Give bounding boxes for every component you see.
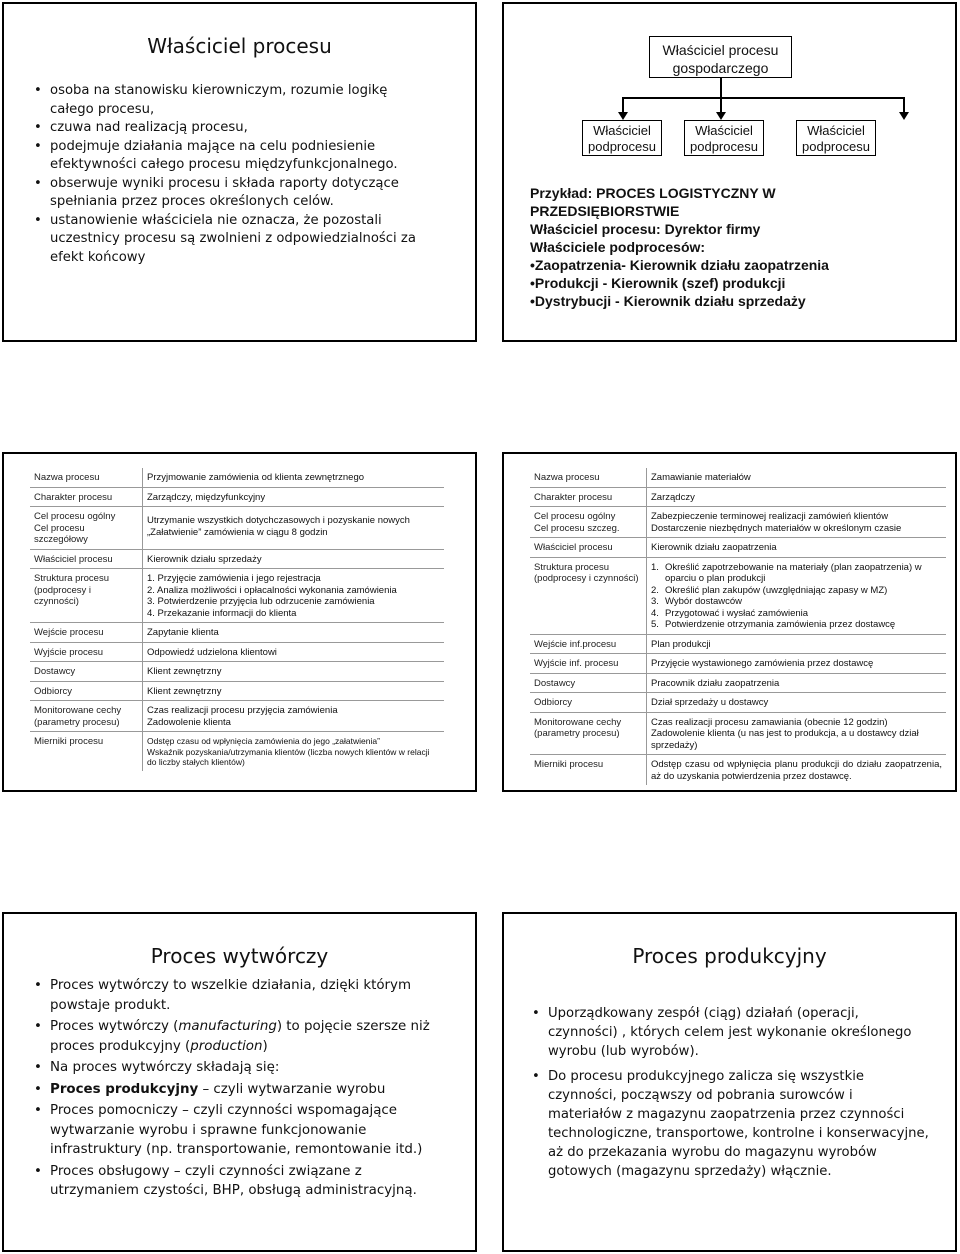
row-value: Zarządczy, międzyfunkcyjny — [143, 487, 445, 507]
row-label: Monitorowane cechy (parametry procesu) — [530, 712, 647, 755]
table-row — [530, 755, 946, 786]
list-item: 3. Potwierdzenie przyjęcia lub odrzucenie zamówienia — [147, 596, 375, 607]
table-row — [530, 654, 946, 674]
label-line: Cel procesu szczeg. — [534, 522, 620, 534]
bullet-item: • obserwuje wyniki procesu i składa raporty dotyczące spełniania przez proces określonych celów. — [32, 175, 432, 212]
table-row — [530, 468, 946, 487]
row-label: Nazwa procesu — [34, 472, 100, 483]
value-line: Odstęp czasu od wpłynięcia zamówienia do jego „załatwienia” — [147, 736, 380, 746]
sub-owner-box — [684, 120, 764, 156]
bullet-item: • Uporządkowany zespół (ciąg) działań (operacji, czynności) , których celem jest wykonanie określonego wyrobu (lub wyrobów). — [530, 1004, 930, 1061]
bullet-item: • podejmuje działania mające na celu podniesienie efektywności całego procesu międzyfunkcjonalnego. — [32, 138, 432, 175]
connector-line — [622, 97, 904, 99]
item-number: 2. — [651, 584, 659, 596]
text-fragment: manufacturing — [178, 1019, 277, 1034]
table-row — [530, 693, 946, 713]
list-item: 4. Przekazanie informacji do klienta — [147, 607, 297, 619]
table-row — [30, 487, 444, 507]
table-row — [530, 712, 946, 755]
process-card-table — [530, 468, 946, 785]
structure-list — [651, 562, 942, 631]
row-value — [143, 569, 445, 623]
arrow-icon — [716, 112, 726, 120]
bullet-item: • Proces pomocniczy – czyli czynności wspomagające wytwarzanie wyrobu i sprawne funkcjonowanie infrastruktury (np. transportowanie, remontowanie itd.) — [32, 1101, 442, 1160]
slide-production-process — [502, 912, 957, 1252]
row-value — [647, 557, 947, 634]
row-value: Klient zewnętrzny — [143, 662, 445, 682]
row-value: Kierownik działu sprzedaży — [143, 549, 445, 569]
value-line: Wskaźnik pozyskania/utrzymania klientów (liczba nowych klientów w relacji do liczby stałych klientów) — [147, 746, 430, 767]
row-label: Mierniki procesu — [30, 732, 143, 771]
list-item: 1. Przyjęcie zamówienia i jego rejestracja — [147, 573, 321, 584]
table-row — [30, 681, 444, 701]
row-label: Charakter procesu — [30, 487, 143, 507]
example-line: •Zaopatrzenia- Kierownik działu zaopatrzenia — [530, 257, 829, 273]
slide-process-owner — [2, 2, 477, 342]
text-fragment: production — [190, 1038, 263, 1054]
bullet-list — [32, 82, 432, 267]
example-line: •Produkcji - Kierownik (szef) produkcji — [530, 275, 786, 291]
row-label: Właściciel procesu — [30, 549, 143, 569]
row-value: Przyjęcie wystawionego zamówienia przez dostawcę — [647, 654, 947, 674]
table-row — [30, 549, 444, 569]
slide-manufacturing-process — [2, 912, 477, 1252]
bullet-list — [530, 1004, 930, 1181]
item-number: 1. — [651, 561, 659, 573]
box-line: Właściciel procesu — [662, 42, 779, 58]
table-row — [530, 557, 946, 634]
example-line: PRZEDSIĘBIORSTWIE — [530, 203, 680, 219]
example-line: Właściciel procesu: Dyrektor firmy — [530, 221, 761, 237]
item-number: 3. — [651, 596, 659, 607]
row-label: Monitorowane cechy (parametry procesu) — [30, 701, 143, 732]
row-label: Wyjście inf. procesu — [530, 654, 647, 674]
bullet-item: • Na proces wytwórczy składają się: — [32, 1058, 442, 1078]
label-line: szczegółowy — [34, 534, 88, 545]
table-row — [530, 538, 946, 558]
row-value: Przyjmowanie zamówienia od klienta zewnętrznego — [143, 468, 445, 487]
example-line: Właściciele podprocesów: — [530, 239, 706, 255]
table-row — [530, 634, 946, 654]
row-value — [143, 732, 445, 771]
value-line: Zadowolenie klienta — [147, 716, 231, 728]
example-text — [530, 184, 945, 310]
row-value: Plan produkcji — [647, 634, 947, 654]
bullet-list — [32, 976, 442, 1201]
row-value: Odstęp czasu od wpłynięcia planu produkcji do działu zaopatrzenia, aż do uzyskania potwierdzenia przez dostawcę. — [647, 755, 947, 786]
item-number: 5. — [651, 619, 659, 630]
bullet-item: • Do procesu produkcyjnego zalicza się wszystkie czynności, począwszy od pobrania surowców i materiałów z magazynu zaopatrzenia przez czynności technologiczne, transportowe, kontrolne i konserwacyjne, aż do przekazania wyrobu do magazynu wyrobów gotowych (magazynu sprzedaży) włącznie. — [530, 1067, 930, 1181]
list-item: 2. Analiza możliwości i opłacalności wykonania zamówienia — [147, 584, 397, 596]
box-line: Właściciel — [807, 123, 865, 138]
box-line: Właściciel — [593, 123, 651, 138]
item-text: Potwierdzenie otrzymania zamówienia przez dostawcę — [665, 619, 896, 630]
value-line: Dostarczenie niezbędnych materiałów w określonym czasie — [651, 522, 902, 534]
row-value — [647, 507, 947, 538]
bullet-item — [32, 1017, 442, 1056]
row-label: Struktura procesu (podprocesy i czynności) — [30, 569, 143, 623]
row-label: Wejście inf.procesu — [530, 634, 647, 654]
list-item — [651, 619, 942, 631]
process-card-table — [30, 468, 444, 771]
row-label: Dostawcy — [30, 662, 143, 682]
row-label: Odbiorcy — [30, 681, 143, 701]
slide-owner-diagram — [502, 2, 957, 342]
table-row — [30, 623, 444, 643]
row-label: Dostawcy — [530, 673, 647, 693]
row-value: Kierownik działu zaopatrzenia — [647, 538, 947, 558]
table-row — [30, 507, 444, 550]
row-label: Struktura procesu (podprocesy i czynności) — [530, 557, 647, 634]
text-fragment: Proces wytwórczy ( — [50, 1019, 179, 1034]
table-row — [530, 487, 946, 507]
label-line: Cel procesu — [34, 522, 85, 534]
text-fragment: ) to pojęcie szersze niż proces produkcyjny ( — [50, 1019, 430, 1054]
example-line: Przykład: PROCES LOGISTYCZNY W — [530, 185, 776, 201]
list-item — [651, 596, 942, 608]
row-value: Dział sprzedaży u dostawcy — [647, 693, 947, 713]
box-line: podprocesu — [690, 139, 758, 154]
slide-title: Proces produkcyjny — [632, 944, 827, 968]
row-label: Wyjście procesu — [30, 642, 143, 662]
row-label: Nazwa procesu — [534, 472, 600, 483]
bullet-item: • osoba na stanowisku kierowniczym, rozumie logikę całego procesu, — [32, 82, 432, 119]
table-row — [30, 569, 444, 623]
table-row — [530, 507, 946, 538]
item-text: Określić plan zakupów (uwzględniając zapasy w MZ) — [665, 584, 888, 596]
list-item — [651, 585, 942, 597]
slide-process-card-2 — [502, 452, 957, 792]
top-owner-box — [649, 36, 792, 78]
list-item — [651, 608, 942, 620]
item-text: Określić zapotrzebowanie na materiały (plan zaopatrzenia) w oparciu o plan produkcji — [665, 561, 922, 584]
bullet-item: • Proces obsługowy – czyli czynności związane z utrzymaniem czystości, BHP, obsługą administracyjną. — [32, 1162, 442, 1201]
row-value: Zamawianie materiałów — [647, 468, 947, 487]
row-value — [647, 712, 947, 755]
text-fragment: ) — [262, 1038, 268, 1054]
row-value — [143, 701, 445, 732]
slide-process-card-1 — [2, 452, 477, 792]
value-line: Zabezpieczenie terminowej realizacji zamówień klientów — [651, 511, 889, 522]
arrow-icon — [618, 112, 628, 120]
row-value: Zapytanie klienta — [143, 623, 445, 643]
row-label — [30, 507, 143, 550]
table-row — [30, 642, 444, 662]
label-line: Cel procesu ogólny — [534, 511, 616, 522]
item-text: Przygotować i wysłać zamówienia — [665, 607, 809, 619]
table-row — [30, 468, 444, 487]
box-line: podprocesu — [588, 139, 656, 154]
table-row — [30, 732, 444, 771]
table-row — [30, 701, 444, 732]
item-number: 4. — [651, 607, 659, 619]
row-label — [530, 507, 647, 538]
row-label: Odbiorcy — [530, 693, 647, 713]
row-value — [143, 507, 445, 550]
text-fragment: Proces produkcyjny — [50, 1081, 199, 1097]
table-row — [30, 662, 444, 682]
value-line: Czas realizacji procesu zamawiania (obecnie 12 godzin) — [651, 716, 888, 728]
sub-owner-box — [582, 120, 662, 156]
row-value: Zarządczy — [647, 487, 947, 507]
bullet-item: • Proces wytwórczy to wszelkie działania, dzięki którym powstaje produkt. — [32, 976, 442, 1015]
example-line: •Dystrybucji - Kierownik działu sprzedaży — [530, 293, 806, 309]
arrow-icon — [899, 112, 909, 120]
bullet-item: • czuwa nad realizacją procesu, — [32, 119, 432, 138]
bullet-item — [32, 1080, 442, 1100]
row-value: Pracownik działu zaopatrzenia — [647, 673, 947, 693]
value-line: Utrzymanie wszystkich dotychczasowych i pozyskanie nowych — [147, 515, 410, 526]
item-text: Wybór dostawców — [665, 596, 742, 607]
row-label: Charakter procesu — [530, 487, 647, 507]
bullet-item: • ustanowienie właściciela nie oznacza, że pozostali uczestnicy procesu są zwolnieni z odpowiedzialności za efekt końcowy — [32, 212, 432, 268]
row-value: Klient zewnętrzny — [143, 681, 445, 701]
row-label: Mierniki procesu — [530, 755, 647, 786]
connector-line — [720, 78, 722, 98]
box-line: Właściciel — [695, 123, 753, 138]
table-row — [530, 673, 946, 693]
sub-owner-box — [796, 120, 876, 156]
slide-title: Proces wytwórczy — [150, 944, 329, 968]
row-label: Właściciel procesu — [530, 538, 647, 558]
value-line: Zadowolenie klienta (u nas jest to produkcja, a u dostawcy dział sprzedaży) — [651, 728, 919, 751]
value-line: Czas realizacji procesu przyjęcia zamówienia — [147, 705, 338, 716]
row-label: Wejście procesu — [30, 623, 143, 643]
box-line: podprocesu — [802, 139, 870, 154]
text-fragment: – czyli wytwarzanie wyrobu — [198, 1081, 386, 1097]
label-line: Cel procesu ogólny — [34, 511, 116, 522]
value-line: „Załatwienie” zamówienia w ciągu 8 godzin — [147, 526, 328, 538]
slide-title: Właściciel procesu — [147, 34, 332, 58]
box-line: gospodarczego — [672, 60, 769, 76]
list-item — [651, 562, 942, 585]
row-value: Odpowiedź udzielona klientowi — [143, 642, 445, 662]
